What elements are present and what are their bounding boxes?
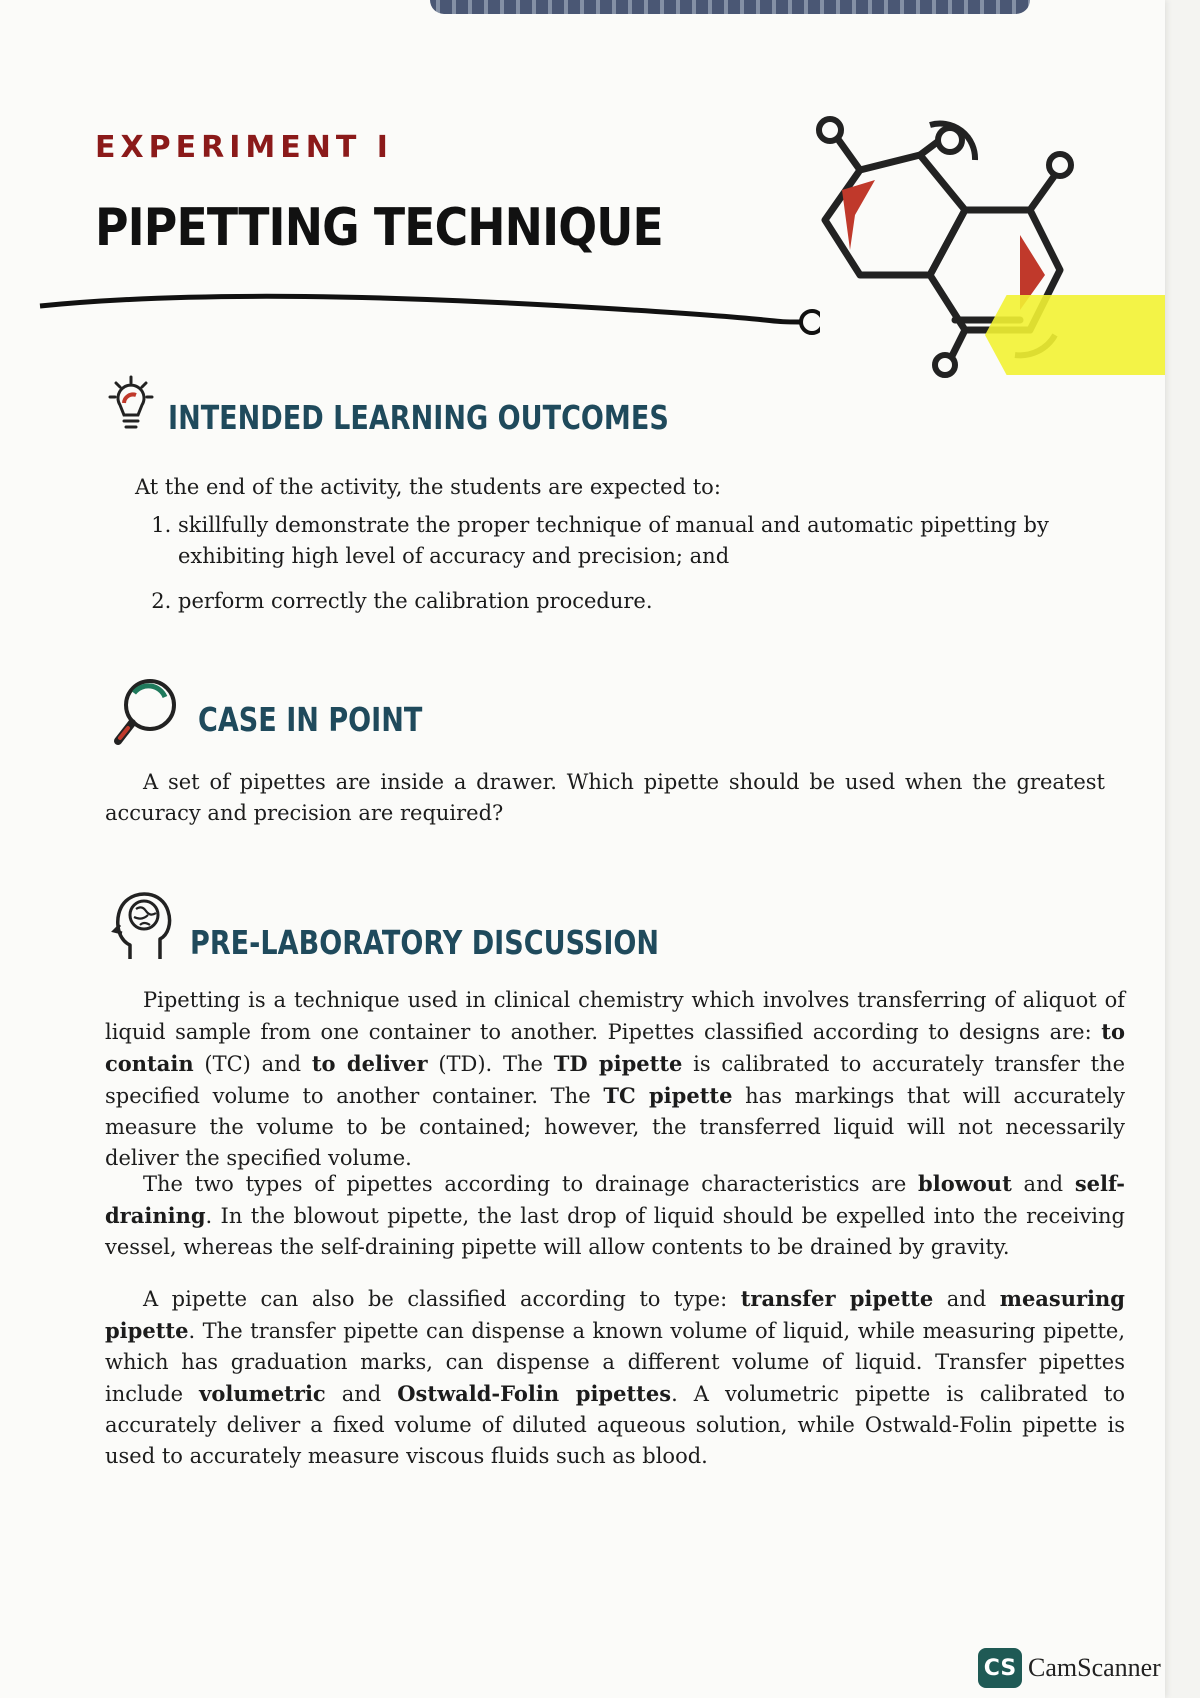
brain-head-icon — [110, 885, 174, 965]
outcomes-intro: At the end of the activity, the students are expected to: — [135, 475, 721, 499]
case-text: A set of pipettes are inside a drawer. Which pipette should be used when the greatest accuracy and precision are required? — [105, 770, 1105, 825]
camscanner-watermark — [978, 1648, 1161, 1688]
prelab-paragraph-1: Pipetting is a technique used in clinical chemistry which involves transferring of aliquot of liquid sample from one container to another. Pipettes classified according to designs are: to contain (TC) and to deliver (TD). The TD pipette is calibrated to accurately transfer the specified volume to another container. The TC pipette has markings that will accurately measure the volume to be contained; however, the transferred liquid will not necessarily deliver the specified volume. — [105, 988, 1126, 1170]
list-item: 1. skillfully demonstrate the proper technique of manual and automatic pipetting by exhibiting high level of accuracy and precision; and — [178, 510, 1118, 572]
prelab-paragraph-2: The two types of pipettes according to drainage characteristics are blowout and self-draining. In the blowout pipette, the last drop of liquid should be expelled into the receiving vessel, whereas the self-draining pipette will allow contents to be drained by gravity. — [105, 1171, 1125, 1259]
camscanner-logo-icon: CS — [978, 1648, 1022, 1688]
list-item: 2. perform correctly the calibration procedure. — [178, 586, 1118, 617]
highlighter-mark — [985, 295, 1165, 375]
section-heading-case: CASE IN POINT — [198, 700, 423, 739]
prelab-paragraph-3: A pipette can also be classified according to type: transfer pipette and measuring pipette. The transfer pipette can dispense a known volume of liquid, while measuring pipette, which has graduation marks, can dispense a different volume of liquid. Transfer pipettes include volumetric and Ostwald-Folin pipettes. A volumetric pipette is calibrated to accurately deliver a fixed volume of diluted aqueous solution, while Ostwald-Folin pipette is used to accurately measure viscous fluids such as blood. — [105, 1286, 1125, 1468]
outcomes-list — [150, 510, 1118, 631]
title-underline — [0, 290, 820, 340]
experiment-label: EXPERIMENT I — [95, 130, 393, 165]
section-heading-outcomes: INTENDED LEARNING OUTCOMES — [168, 398, 669, 437]
decorative-top-band — [430, 0, 1030, 14]
camscanner-label: CamScanner — [1028, 1653, 1161, 1682]
page-title: PIPETTING TECHNIQUE — [95, 198, 663, 258]
lightbulb-icon — [108, 375, 154, 435]
section-heading-prelab: PRE-LABORATORY DISCUSSION — [190, 923, 660, 962]
magnifier-icon — [110, 675, 180, 750]
